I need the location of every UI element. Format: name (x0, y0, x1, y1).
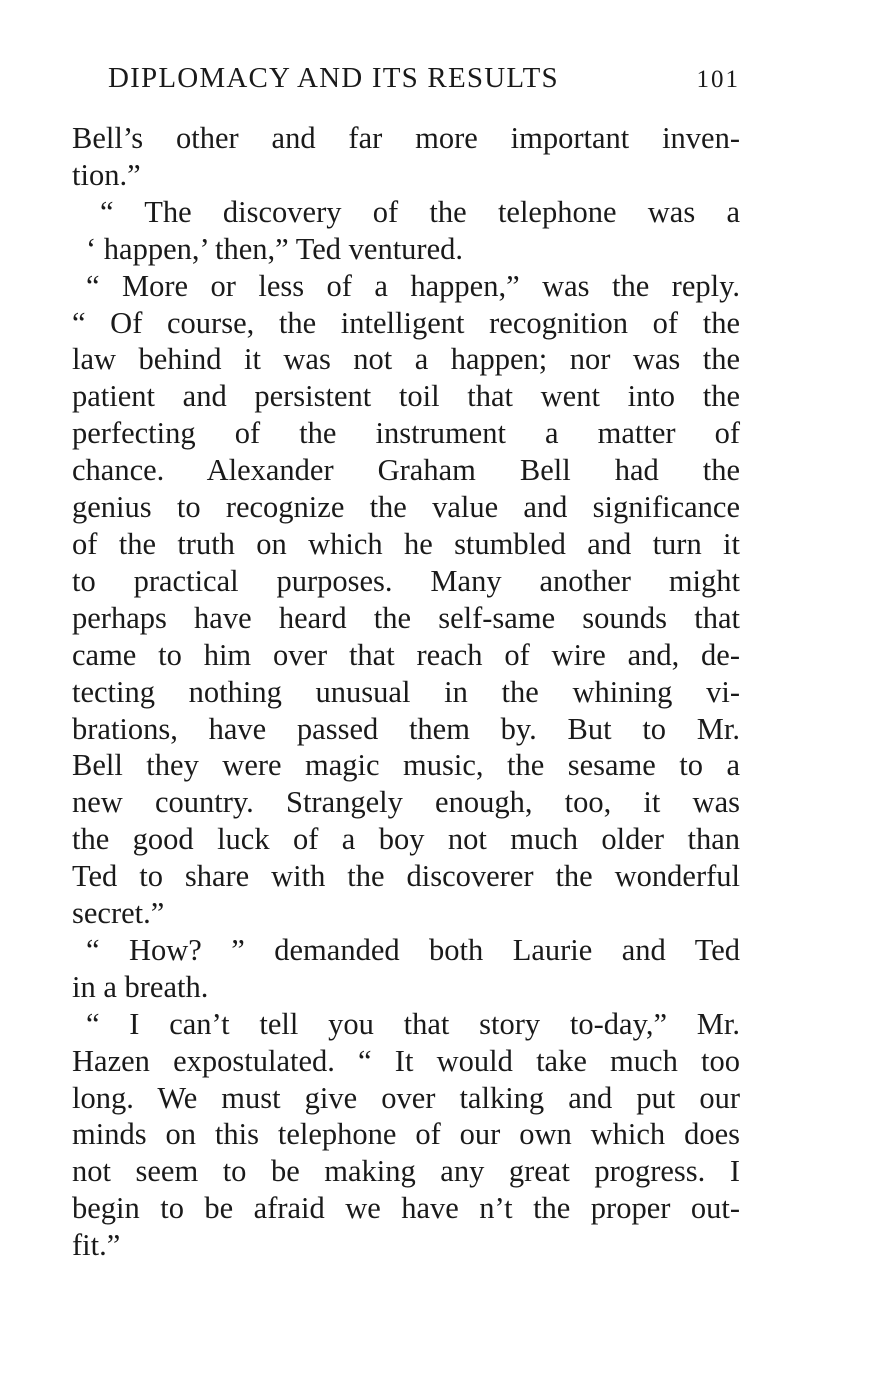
text-line: minds on this telephone of our own which does (72, 1117, 740, 1152)
text-line: “ The discovery of the telephone was a (100, 194, 740, 229)
text-line: “ More or less of a happen,” was the reply. (86, 268, 740, 303)
body-text (72, 120, 740, 1264)
text-line: came to him over that reach of wire and, de- (72, 637, 740, 672)
page-number: 101 (696, 66, 740, 93)
text-line: begin to be afraid we have n’t the proper out- (72, 1191, 740, 1226)
paragraph (72, 268, 740, 932)
text-line: in a breath. (72, 969, 209, 1004)
text-line: Ted to share with the discoverer the wonderful (72, 859, 740, 894)
text-line: not seem to be making any great progress. I (72, 1154, 740, 1189)
paragraph (72, 932, 740, 1006)
book-page (72, 62, 740, 1264)
paragraph (72, 194, 740, 268)
text-line: “ I can’t tell you that story to-day,” Mr. (86, 1006, 740, 1041)
text-line: ‘ happen,’ then,” Ted ventured. (86, 231, 463, 266)
text-line: secret.” (72, 896, 165, 931)
text-line: Hazen expostulated. “ It would take much too (72, 1043, 740, 1078)
text-line: Bell they were magic music, the sesame to a (72, 748, 740, 783)
text-line: patient and persistent toil that went into the (72, 379, 740, 414)
text-line: to practical purposes. Many another might (72, 563, 740, 598)
text-line: “ How? ” demanded both Laurie and Ted (86, 932, 740, 967)
text-line: Bell’s other and far more important inven- (72, 121, 740, 155)
text-line: tion.” (72, 157, 141, 192)
text-line: long. We must give over talking and put our (72, 1080, 740, 1115)
text-line: law behind it was not a happen; nor was the (72, 342, 740, 377)
text-line: of the truth on which he stumbled and turn it (72, 526, 740, 561)
text-line: new country. Strangely enough, too, it was (72, 785, 740, 820)
text-line: perhaps have heard the self-same sounds that (72, 600, 740, 635)
text-line: brations, have passed them by. But to Mr. (72, 711, 740, 746)
text-line: tecting nothing unusual in the whining vi- (72, 674, 740, 709)
text-line: genius to recognize the value and significance (72, 490, 740, 525)
text-line: fit.” (72, 1228, 121, 1263)
text-line: “ Of course, the intelligent recognition of the (72, 305, 740, 340)
running-title: DIPLOMACY AND ITS RESULTS (108, 62, 559, 94)
paragraph (72, 120, 740, 194)
text-line: perfecting of the instrument a matter of (72, 416, 740, 451)
text-line: the good luck of a boy not much older than (72, 822, 740, 857)
paragraph (72, 1006, 740, 1264)
running-head (72, 62, 740, 106)
text-line: chance. Alexander Graham Bell had the (72, 453, 740, 488)
